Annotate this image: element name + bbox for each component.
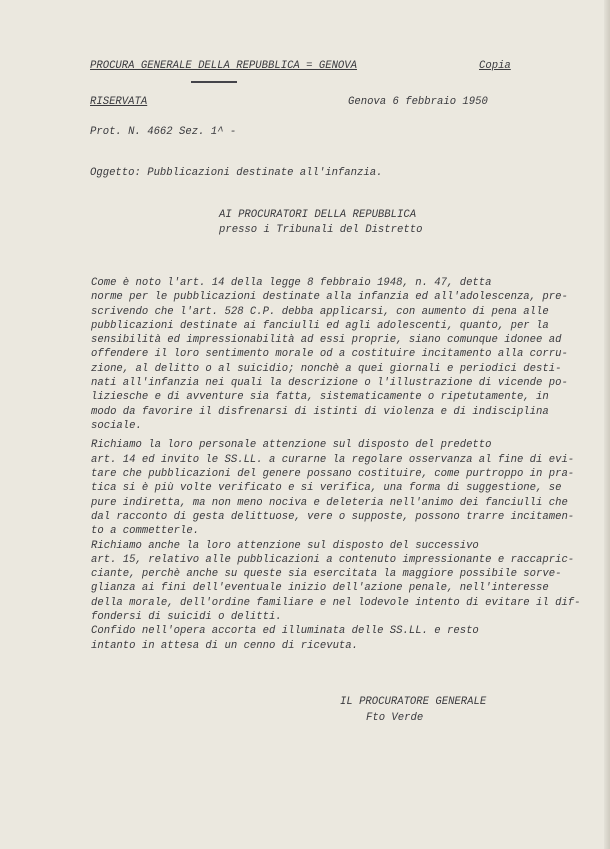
body-line: ciante, perchè anche su queste sia esercitata la maggiore possibile sorve- (91, 568, 562, 581)
body-line: sociale. (91, 419, 142, 432)
subject-line: Oggetto: Pubblicazioni destinate all'infanzia. (90, 167, 383, 179)
body-line: norme per le pubblicazioni destinate alla infanzia ed all'adolescenza, pre- (91, 291, 568, 304)
body-line: tare che pubblicazioni del genere possano costituire, come purtroppo in pra- (91, 468, 575, 481)
body-line: dal racconto di gesta delittuose, vere o supposte, possono trarre incitamen- (91, 510, 575, 523)
signature-title: IL PROCURATORE GENERALE (340, 696, 487, 708)
place-date: Genova 6 febbraio 1950 (348, 96, 488, 108)
body-line: zione, al delitto o al suicidio; nonchè a quei giornali e periodici desti- (91, 362, 562, 375)
body-line: sensibilità ed impressionabilità ad essi proprie, siano comunque idonee ad (91, 334, 562, 347)
header-rule (191, 81, 237, 83)
body-line: Come è noto l'art. 14 della legge 8 febbraio 1948, n. 47, detta (91, 277, 492, 289)
body-line: art. 15, relativo alle pubblicazioni a contenuto impressionante e raccapric- (91, 553, 575, 566)
body-line: glianza ai fini dell'eventuale inizio dell'azione penale, nell'interesse (91, 582, 549, 595)
body-line: scrivendo che l'art. 528 C.P. debba applicarsi, con aumento di pena alle (91, 305, 549, 318)
body-line: liziesche e di avventure sia fatta, sistematicamente o ripetutamente, in (91, 391, 549, 404)
body-line: to a commetterle. (91, 525, 200, 538)
classification-label: RISERVATA (90, 96, 148, 108)
copy-mark: Copia (479, 60, 511, 72)
signature-name: Fto Verde (366, 712, 424, 724)
body-line: pure indiretta, ma non meno nociva e deleteria nell'animo dei fanciulli che (91, 496, 568, 509)
office-header: PROCURA GENERALE DELLA REPUBBLICA = GENOVA (90, 60, 358, 72)
body-line: fondersi di suicidi o delitti. (91, 611, 282, 624)
letter-body (91, 276, 591, 653)
addressee-line-1: AI PROCURATORI DELLA REPUBBLICA (219, 209, 417, 221)
body-line: Confido nell'opera accorta ed illuminata delle SS.LL. e resto (91, 625, 479, 638)
body-line: offendere il loro sentimento morale od a costituire incitamento alla corru- (91, 348, 568, 361)
body-line: art. 14 ed invito le SS.LL. a curarne la regolare osservanza al fine di evi- (91, 453, 575, 466)
body-line: Richiamo anche la loro attenzione sul disposto del successivo (91, 539, 479, 552)
body-line: nati all'infanzia nei quali la descrizione o l'illustrazione di vicende po- (91, 377, 568, 390)
body-line: tica si è più volte verificato e si verifica, una forma di suggestione, se (91, 482, 562, 495)
addressee-line-2: presso i Tribunali del Distretto (219, 224, 423, 236)
body-line: della morale, dell'ordine familiare e nel lodevole intento di evitare il dif- (91, 596, 581, 609)
protocol-number: Prot. N. 4662 Sez. 1^ - (90, 126, 237, 138)
body-line: intanto in attesa di un cenno di ricevuta. (91, 639, 359, 652)
body-line: modo da favorire il disfrenarsi di istinti di violenza e di indisciplina (91, 405, 549, 418)
body-line: pubblicazioni destinate ai fanciulli ed agli adolescenti, quanto, per la (91, 319, 549, 332)
paper-edge (604, 0, 610, 849)
body-line: Richiamo la loro personale attenzione sul disposto del predetto (91, 439, 492, 452)
